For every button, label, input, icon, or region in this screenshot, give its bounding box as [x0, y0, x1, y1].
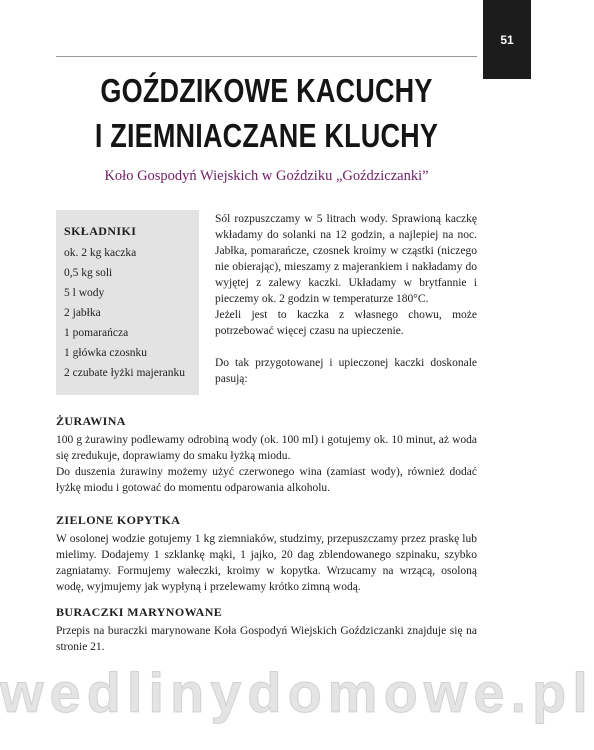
- ingredient-item: 0,5 kg soli: [64, 267, 113, 279]
- method-paragraph: Jeżeli jest to kaczka z własnego chowu, może potrzebować więcej czasu na upieczenie.: [215, 309, 477, 337]
- ingredients-list: [64, 243, 199, 383]
- ingredient-item: ok. 2 kg kaczka: [64, 247, 137, 259]
- section-paragraph: Do duszenia żurawiny możemy użyć czerwonego wina (zamiast wody), również dodać łyżkę miodu i gotować do momentu odparowania alkoholu.: [56, 466, 477, 494]
- section-paragraph: W osolonej wodzie gotujemy 1 kg ziemniaków, studzimy, przepuszczamy przez praskę lub mielimy. Dodajemy 1 szklankę mąki, 1 jajko, 20 dag zblendowanego szpinaku, szybko zagniatamy. Formujemy wałeczki, kroimy w kopytka. Wrzucamy na wrzącą, osoloną wodę, wyjmujemy jak wypłyną i przelewamy krótko zimną wodą.: [56, 533, 477, 593]
- method-text: [215, 211, 477, 387]
- title-line-1: GOŹDZIKOWE KACUCHY: [100, 72, 433, 109]
- section-heading: BURACZKI MARYNOWANE: [56, 605, 223, 619]
- ingredients-box: [56, 210, 199, 395]
- method-paragraph: Sól rozpuszczamy w 5 litrach wody. Sprawioną kaczkę wkładamy do solanki na 12 godzin, a najlepiej na noc. Jabłka, pomarańcze, czosnek kroimy w cząstki (niczego nie obierając), mieszamy z majerankiem i nakładamy do wyjętej z zalewy kaczki. Układamy w brytfannie i pieczemy ok. 2 godzin w temperaturze 180°C.: [215, 213, 477, 305]
- page-number-tab: [483, 0, 531, 79]
- watermark: wedlinydomowe.pl: [0, 661, 594, 724]
- ingredient-item: 5 l wody: [64, 287, 105, 299]
- ingredient-item: 2 jabłka: [64, 307, 101, 319]
- section-zielone-kopytka: [56, 512, 477, 595]
- section-heading: ZIELONE KOPYTKA: [56, 513, 181, 527]
- section-heading: ŻURAWINA: [56, 414, 126, 428]
- ingredient-item: 2 czubate łyżki majeranku: [64, 367, 186, 379]
- header-divider: [56, 56, 477, 57]
- ingredient-item: 1 główka czosnku: [64, 347, 148, 359]
- recipe-subtitle: Koło Gospodyń Wiejskich w Goździku „Goździczanki”: [104, 168, 429, 184]
- recipe-title: [94, 68, 439, 158]
- section-paragraph: Przepis na buraczki marynowane Koła Gospodyń Wiejskich Goździczanki znajduje się na stronie 21.: [56, 625, 477, 653]
- section-buraczki-marynowane: [56, 604, 477, 655]
- page-number: 51: [500, 32, 514, 47]
- title-line-2: I ZIEMNIACZANE KLUCHY: [94, 117, 439, 154]
- method-paragraph: Do tak przygotowanej i upieczonej kaczki doskonale pasują:: [215, 357, 477, 385]
- section-paragraph: 100 g żurawiny podlewamy odrobiną wody (ok. 100 ml) i gotujemy ok. 10 minut, aż woda się zredukuje, doprawiamy do smaku łyżką miodu.: [56, 434, 477, 462]
- ingredients-heading: SKŁADNIKI: [64, 224, 137, 238]
- section-zurawina: [56, 413, 477, 496]
- ingredient-item: 1 pomarańcza: [64, 327, 129, 339]
